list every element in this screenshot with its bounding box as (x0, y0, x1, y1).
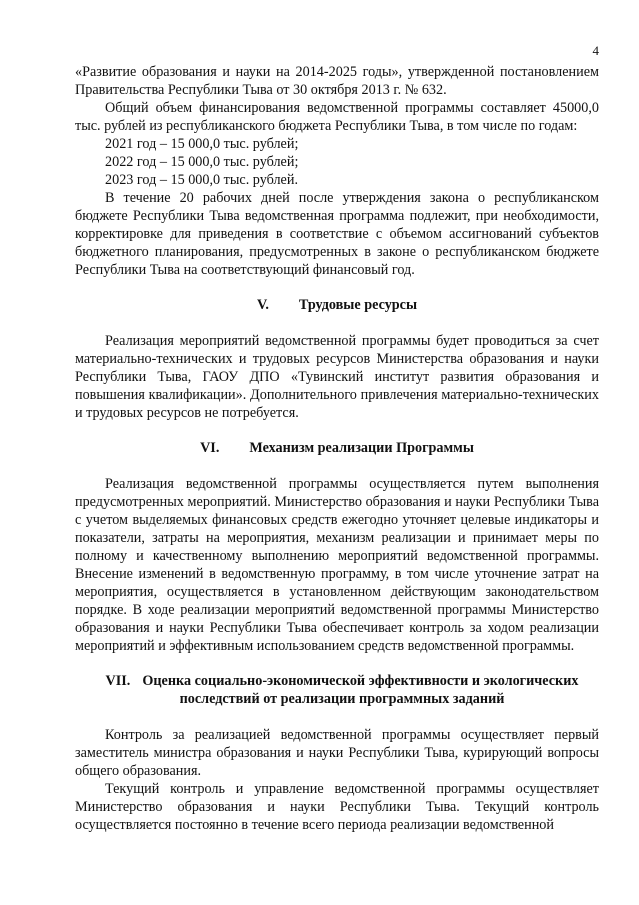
paragraph-labor-resources: Реализация мероприятий ведомственной программы будет проводиться за счет материально-технических и трудовых ресурсов Министерства образования и науки Республики Тыва, ГАОУ ДПО «Тувинский институт развития образования и повышения квалификации». Дополнительного привлечения материально-технических и трудовых ресурсов не потребуется. (75, 333, 599, 421)
paragraph-budget-adjustment: В течение 20 рабочих дней после утверждения закона о республиканском бюджете Республики Тыва ведомственная программа подлежит, при необходимости, корректировке для приведения в соответствие с объемом ассигнований субъектов бюджетного планирования, предусмотренных в законе о республиканском бюджете Республики Тыва на соответствующий финансовый год. (75, 190, 599, 278)
page-content (75, 63, 599, 834)
funding-year-2023: 2023 год – 15 000,0 тыс. рублей. (105, 172, 298, 188)
paragraph-current-control: Текущий контроль и управление ведомственной программы осуществляет Министерство образования и науки Республики Тыва. Текущий контроль осуществляется постоянно в течение всего периода реализации ведомственной (75, 781, 599, 833)
section-heading-labor-resources (75, 296, 599, 314)
section-title: Трудовые ресурсы (298, 297, 418, 313)
funding-year-2021: 2021 год – 15 000,0 тыс. рублей; (105, 136, 299, 152)
paragraph-program-reference: «Развитие образования и науки на 2014-2025 годы», утвержденной постановлением Правительства Республики Тыва от 30 октября 2013 г. № 632. (75, 64, 599, 98)
section-number: VII. (105, 673, 131, 689)
section-title-line1: Оценка социально-экономической эффективности и экологических (142, 673, 579, 689)
section-number: VI. (200, 440, 220, 456)
page-number: 4 (592, 43, 599, 58)
paragraph-control-responsible: Контроль за реализацией ведомственной программы осуществляет первый заместитель министра образования и науки Республики Тыва, курирующий вопросы общего образования. (75, 727, 599, 779)
section-title: Механизм реализации Программы (249, 440, 474, 456)
funding-year-2022: 2022 год – 15 000,0 тыс. рублей; (105, 154, 299, 170)
section-title-line2: последствий от реализации программных заданий (179, 691, 505, 707)
section-heading-evaluation (75, 672, 599, 708)
paragraph-funding-total: Общий объем финансирования ведомственной программы составляет 45000,0 тыс. рублей из республиканского бюджета Республики Тыва, в том числе по годам: (75, 100, 599, 134)
section-number: V. (256, 297, 269, 313)
paragraph-mechanism: Реализация ведомственной программы осуществляется путем выполнения предусмотренных мероприятий. Министерство образования и науки Республики Тыва с учетом выделяемых финансовых средств ежегодно уточняет целевые индикаторы и показатели, затраты на мероприятия, механизм реализации и принимает меры по полному и качественному выполнению мероприятий ведомственной программы. Внесение изменений в ведомственную программу, в том числе уточнение затрат на мероприятия, осуществляется в установленном действующим законодательством порядке. В ходе реализации мероприятий ведомственной программы Министерство образования и науки Республики Тыва обеспечивает контроль за ходом реализации мероприятий и эффективным использованием средств ведомственной программы. (75, 476, 599, 654)
section-heading-mechanism (75, 439, 599, 457)
